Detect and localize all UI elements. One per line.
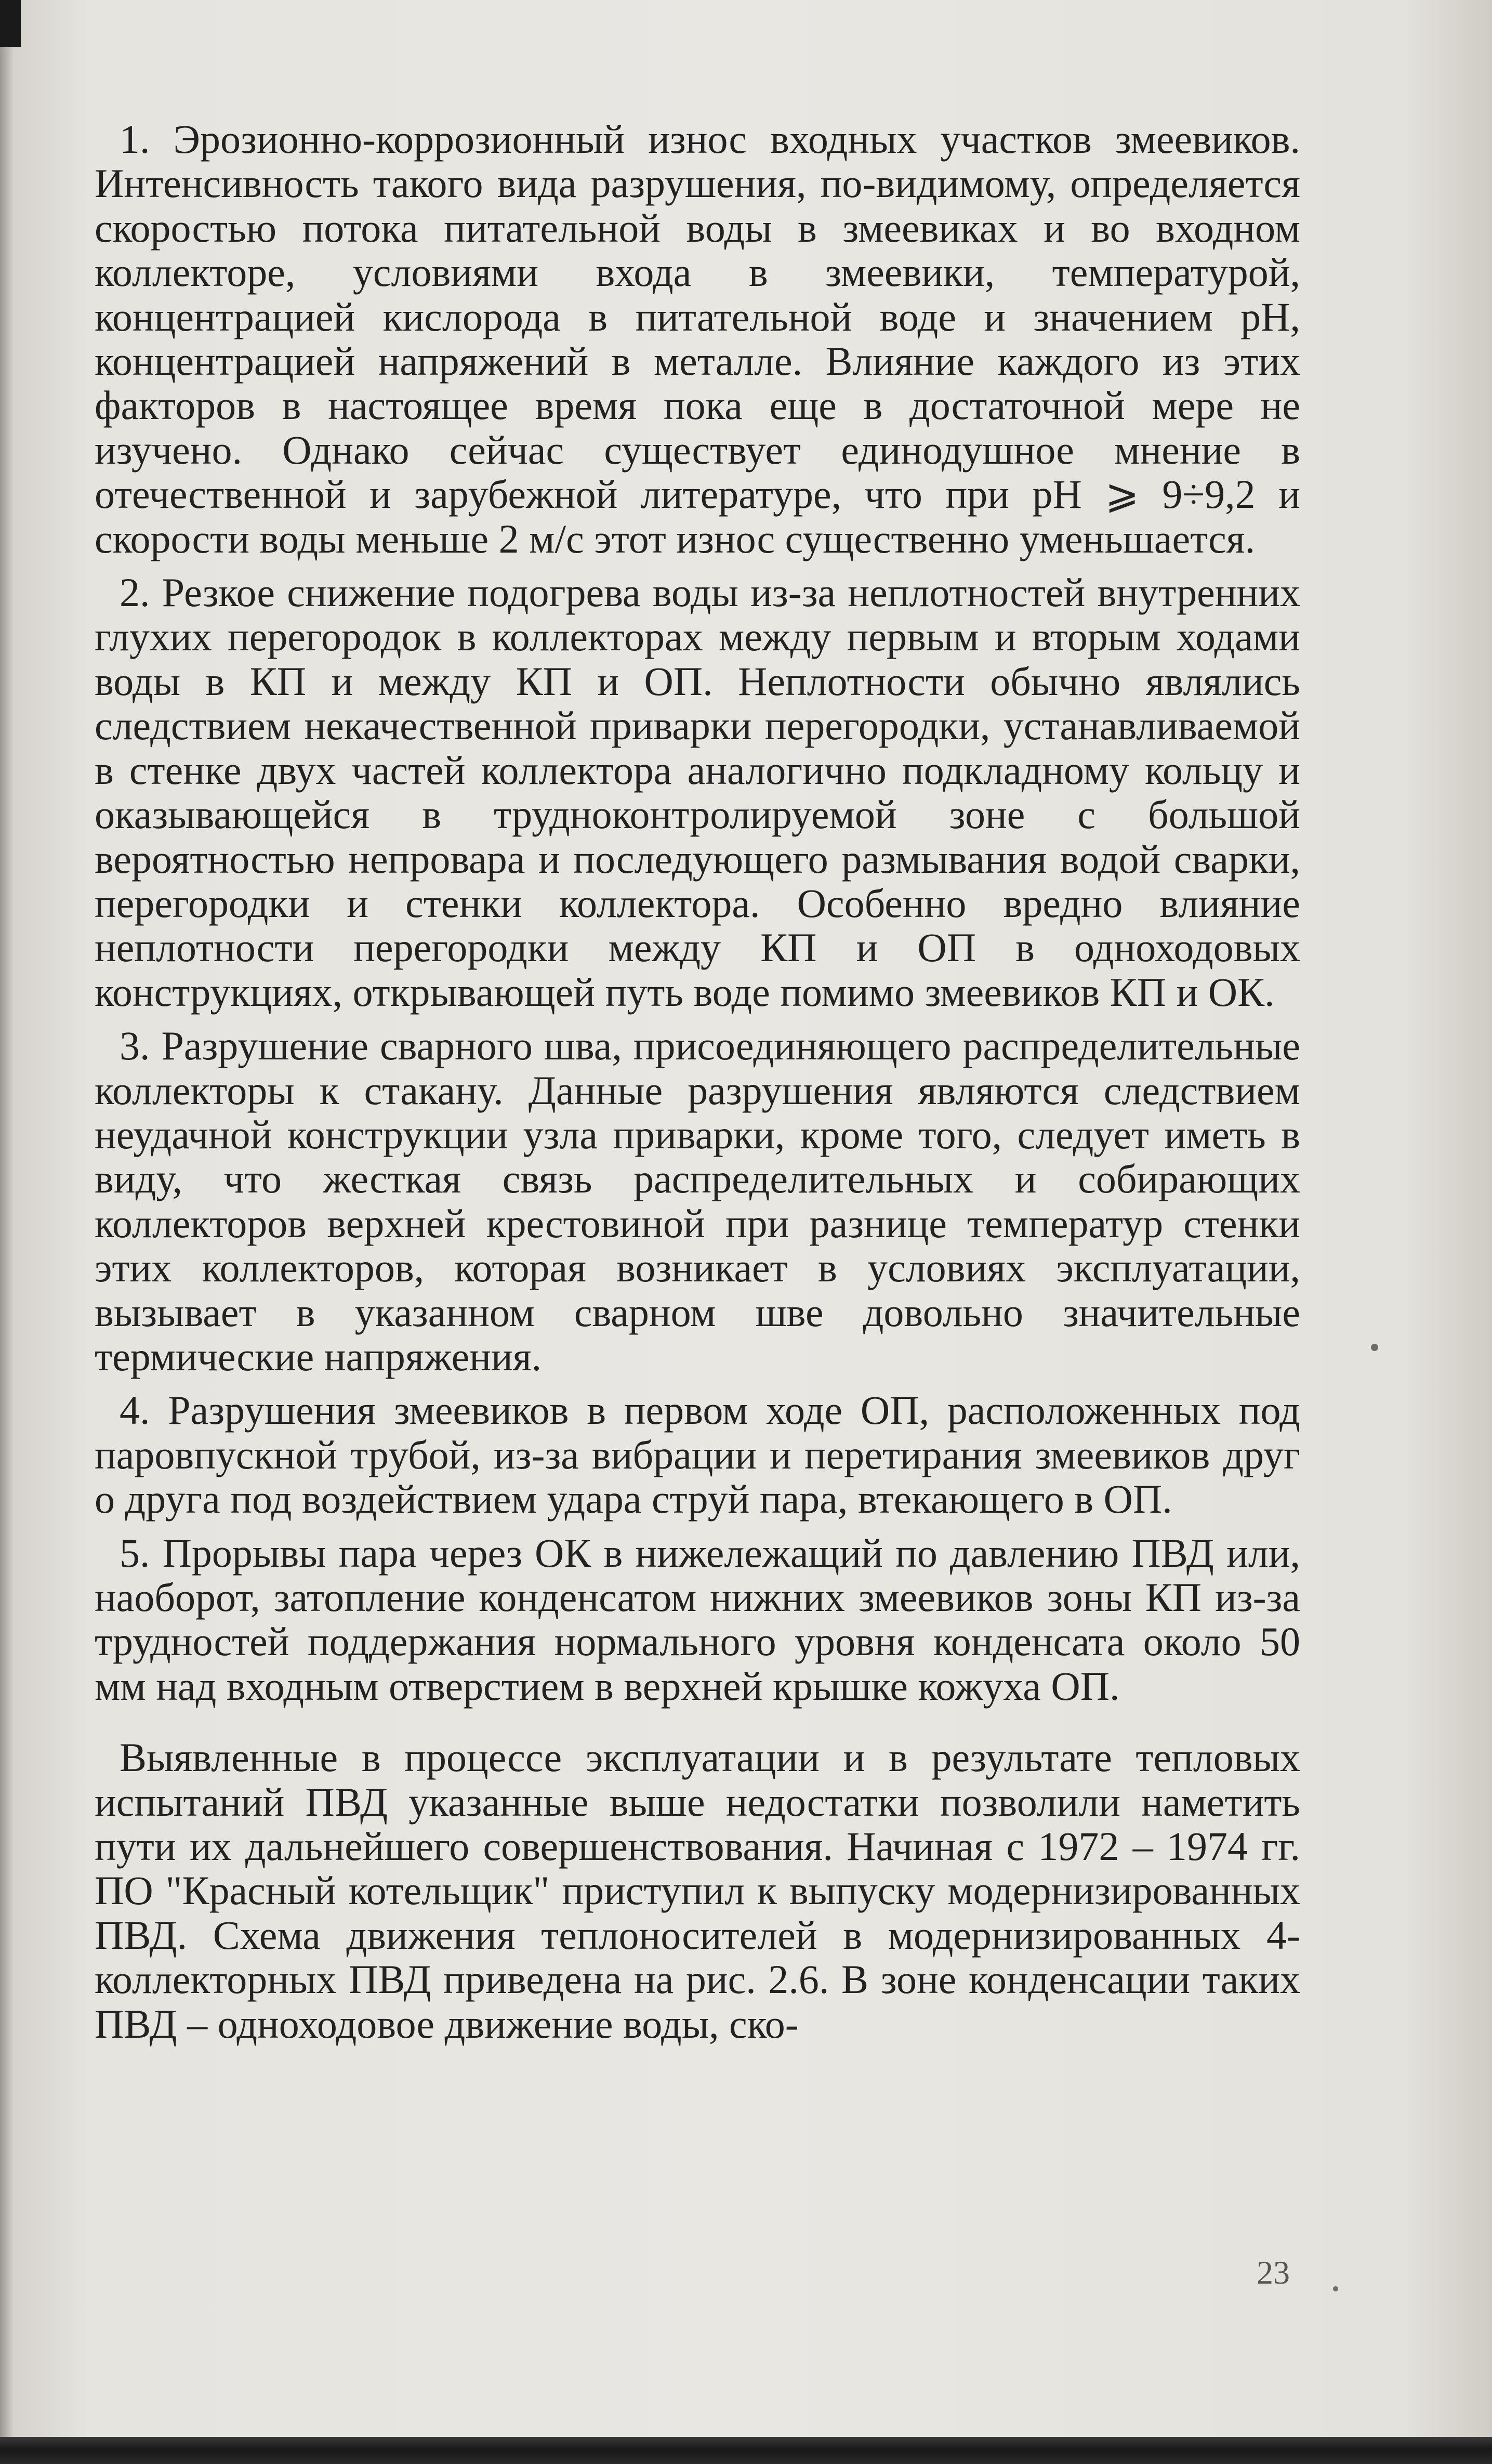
binding-shadow (0, 47, 14, 2464)
paragraph-item-3: 3. Разрушение сварного шва, присоединяющего распределительные коллекторы к стакану. Данные разрушения являются следствием неудачной конструкции узла приварки, кроме того, следует иметь в виду, что жесткая связь распределительных и собирающих коллекторов верхней крестовиной при разнице температур стенки этих коллекторов, которая возникает в условиях эксплуатации, вызывает в указанном сварном шве довольно значительные термические напряжения. (95, 1023, 1300, 1379)
scan-corner-shadow (0, 0, 21, 47)
paragraph-item-4: 4. Разрушения змеевиков в первом ходе ОП, расположенных под паровпускной трубой, из-за вибрации и перетирания змеевиков друг о друга под воздействием удара струй пара, втекающего в ОП. (95, 1387, 1300, 1522)
page-number: 23 (1257, 2254, 1290, 2291)
scan-speck (1371, 1344, 1378, 1351)
scan-bottom-edge (0, 2437, 1492, 2464)
paragraph-item-1: 1. Эрозионно-коррозионный износ входных участков змеевиков. Интенсивность такого вида разрушения, по-видимому, определяется скоростью потока питательной воды в змеевиках и во входном коллекторе, условиями входа в змеевики, температурой, концентрацией кислорода в питательной воде и значением pH, концентрацией напряжений в металле. Влияние каждого из этих факторов в настоящее время пока еще в достаточной мере не изучено. Однако сейчас существует единодушное мнение в отечественной и зарубежной литературе, что при pH ⩾ 9÷9,2 и скорости воды меньше 2 м/с этот износ существенно уменьшается. (95, 116, 1300, 561)
paragraph-conclusion: Выявленные в процессе эксплуатации и в результате тепловых испытаний ПВД указанные выше недостатки позволили наметить пути их дальнейшего совершенствования. Начиная с 1972 – 1974 гг. ПО "Красный котельщик" приступил к выпуску модернизированных ПВД. Схема движения теплоносителей в модернизированных 4-коллекторных ПВД приведена на рис. 2.6. В зоне конденсации таких ПВД – одноходовое движение воды, ско- (95, 1735, 1300, 2047)
body-text (95, 117, 1300, 2046)
scan-speck (1333, 2286, 1338, 2291)
paragraph-item-2: 2. Резкое снижение подогрева воды из-за неплотностей внутренних глухих перегородок в коллекторах между первым и вторым ходами воды в КП и между КП и ОП. Неплотности обычно являлись следствием некачественной приварки перегородки, устанавливаемой в стенке двух частей коллектора аналогично подкладному кольцу и оказывающейся в трудноконтролируемой зоне с большой вероятностью непровара и последующего размывания водой сварки, перегородки и стенки коллектора. Особенно вредно влияние неплотности перегородки между КП и ОП в одноходовых конструкциях, открывающей путь воде помимо змеевиков КП и ОК. (95, 570, 1300, 1015)
paragraph-item-5: 5. Прорывы пара через ОК в нижележащий по давлению ПВД или, наоборот, затопление конденсатом нижних змеевиков зоны КП из-за трудностей поддержания нормального уровня конденсата около 50 мм над входным отверстием в верхней крышке кожуха ОП. (95, 1530, 1300, 1709)
